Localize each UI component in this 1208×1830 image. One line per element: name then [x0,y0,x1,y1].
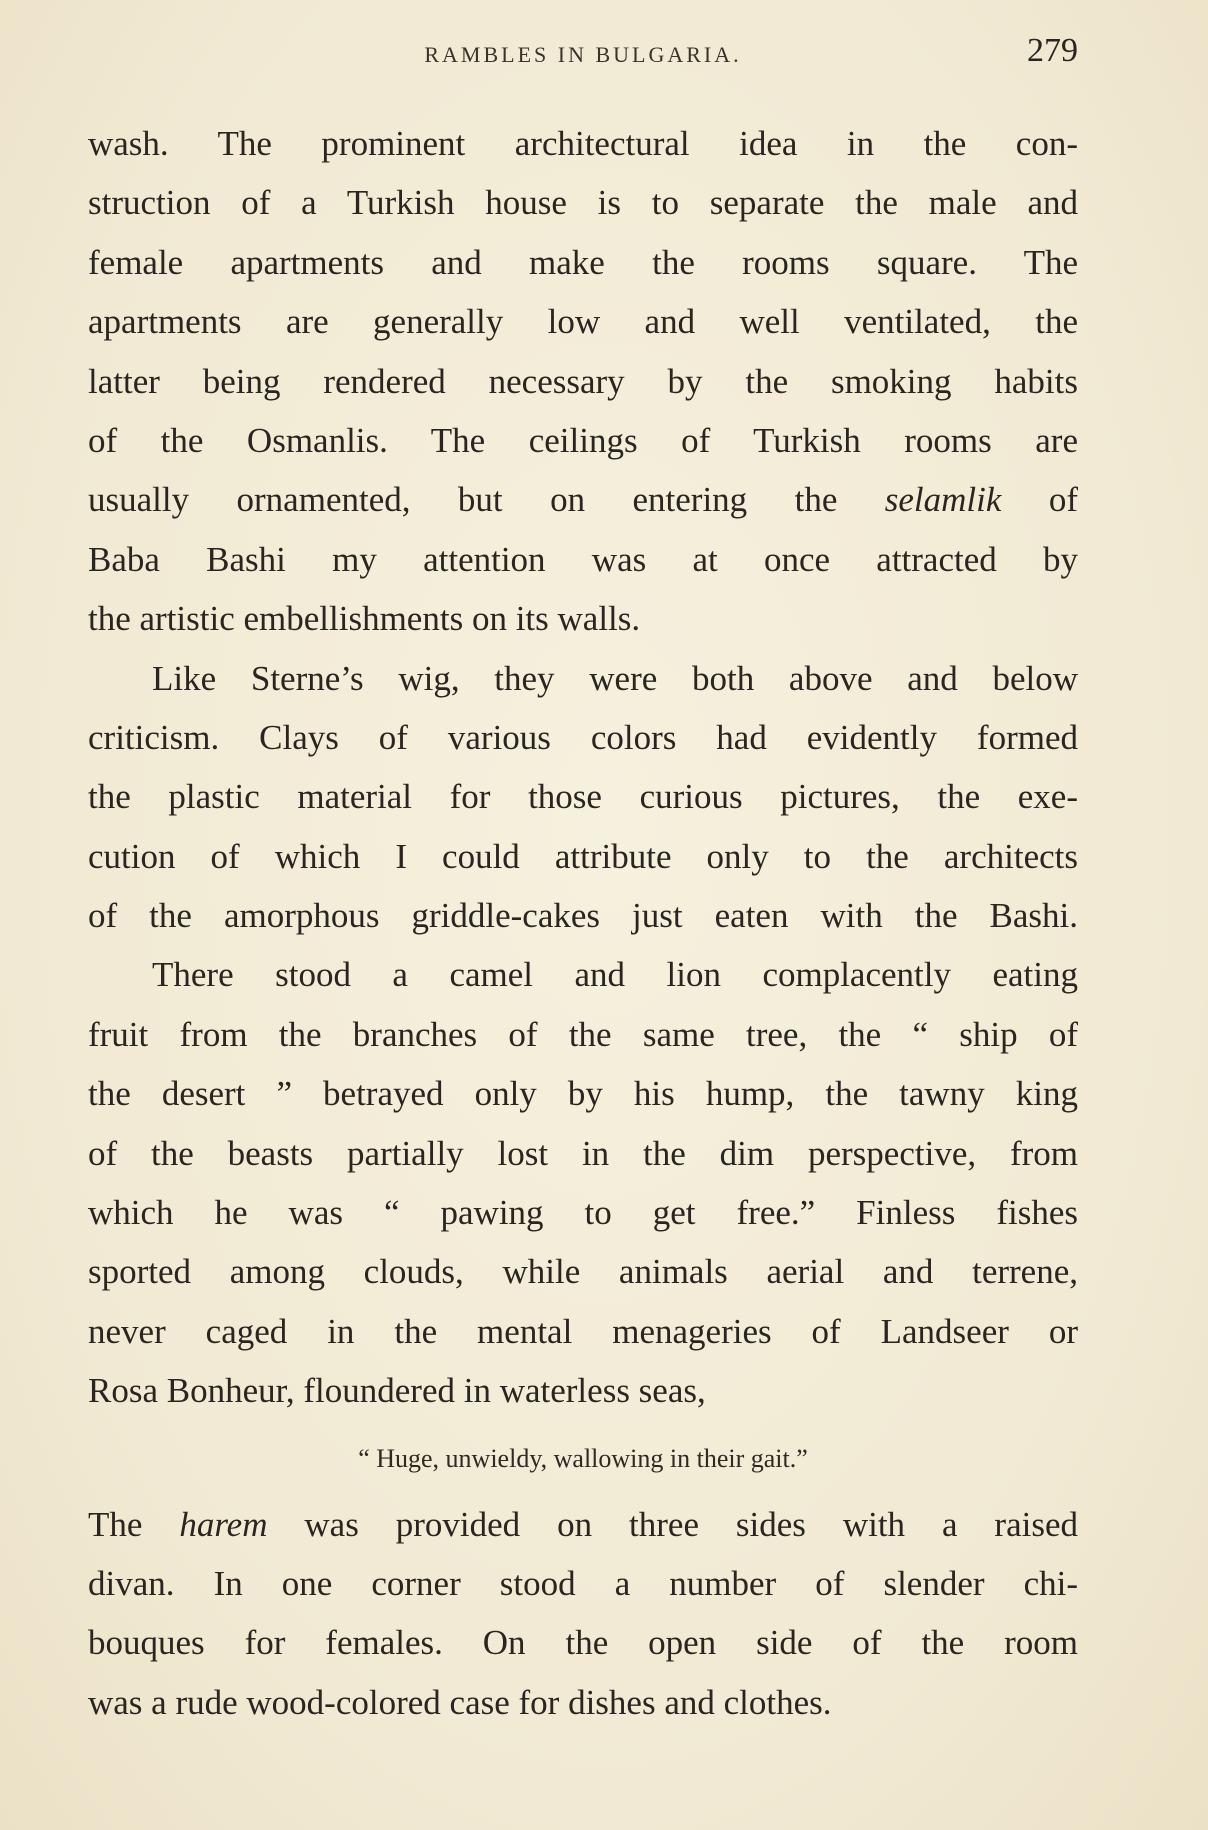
text-line: the artistic embellishments on its walls. [88,599,641,639]
text-line: sported among clouds, while animals aerial and terrene, [88,1252,1078,1292]
text-line: divan. In one corner stood a number of slender chi- [88,1563,1078,1603]
text-line: There stood a camel and lion complacently eating [152,955,1078,995]
text-line: fruit from the branches of the same tree, the “ ship of [88,1014,1078,1054]
running-title: RAMBLES IN BULGARIA. [424,42,742,67]
text-line: of the Osmanlis. The ceilings of Turkish rooms are [88,420,1078,460]
text-line: cution of which I could attribute only to the architects [88,836,1078,876]
text-line [88,470,1078,529]
text-line: the desert ” betrayed only by his hump, the tawny king [88,1074,1078,1114]
text-line: which he was “ pawing to get free.” Finless fishes [88,1193,1078,1233]
italic-term-selamlik: selamlik [884,480,1002,520]
text-line: Like Sterne’s wig, they were both above and below [152,658,1078,698]
text-line: wash. The prominent architectural idea in the con- [88,124,1078,163]
text-line: of the amorphous griddle-cakes just eaten with the Bashi. [88,896,1078,936]
paragraph-4 [88,1495,1078,1733]
page-number: 279 [1027,32,1078,69]
text-line: bouques for females. On the open side of the room [88,1623,1078,1663]
text-line: Rosa Bonheur, floundered in waterless seas, [88,1371,706,1411]
paragraph-2 [88,649,1078,946]
text-line: never caged in the mental menageries of Landseer or [88,1311,1078,1351]
text-line: struction of a Turkish house is to separate the male and [88,183,1078,223]
text-line: of the beasts partially lost in the dim perspective, from [88,1133,1078,1173]
text-span: usually ornamented, but on entering the [88,480,885,520]
text-span: The [88,1504,180,1544]
text-span: was provided on three sides with a raised [267,1504,1078,1544]
paragraph-3 [88,945,1078,1420]
text-line: the plastic material for those curious pictures, the exe- [88,777,1078,817]
text-span: of [1001,480,1078,520]
text-line: was a rude wood-colored case for dishes and clothes. [88,1682,832,1722]
text-line: female apartments and make the rooms square. The [88,242,1078,282]
text-line [88,1495,1078,1554]
text-line: latter being rendered necessary by the smoking habits [88,361,1078,401]
page-header [88,30,1078,80]
paragraph-1 [88,114,1078,649]
text-line: apartments are generally low and well ventilated, the [88,302,1078,342]
italic-term-harem: harem [179,1504,268,1544]
block-quote: “ Huge, unwieldy, wallowing in their gait.” [358,1443,808,1473]
text-line: criticism. Clays of various colors had evidently formed [88,717,1078,757]
text-line: Baba Bashi my attention was at once attracted by [88,539,1078,579]
body-text [88,114,1078,1732]
